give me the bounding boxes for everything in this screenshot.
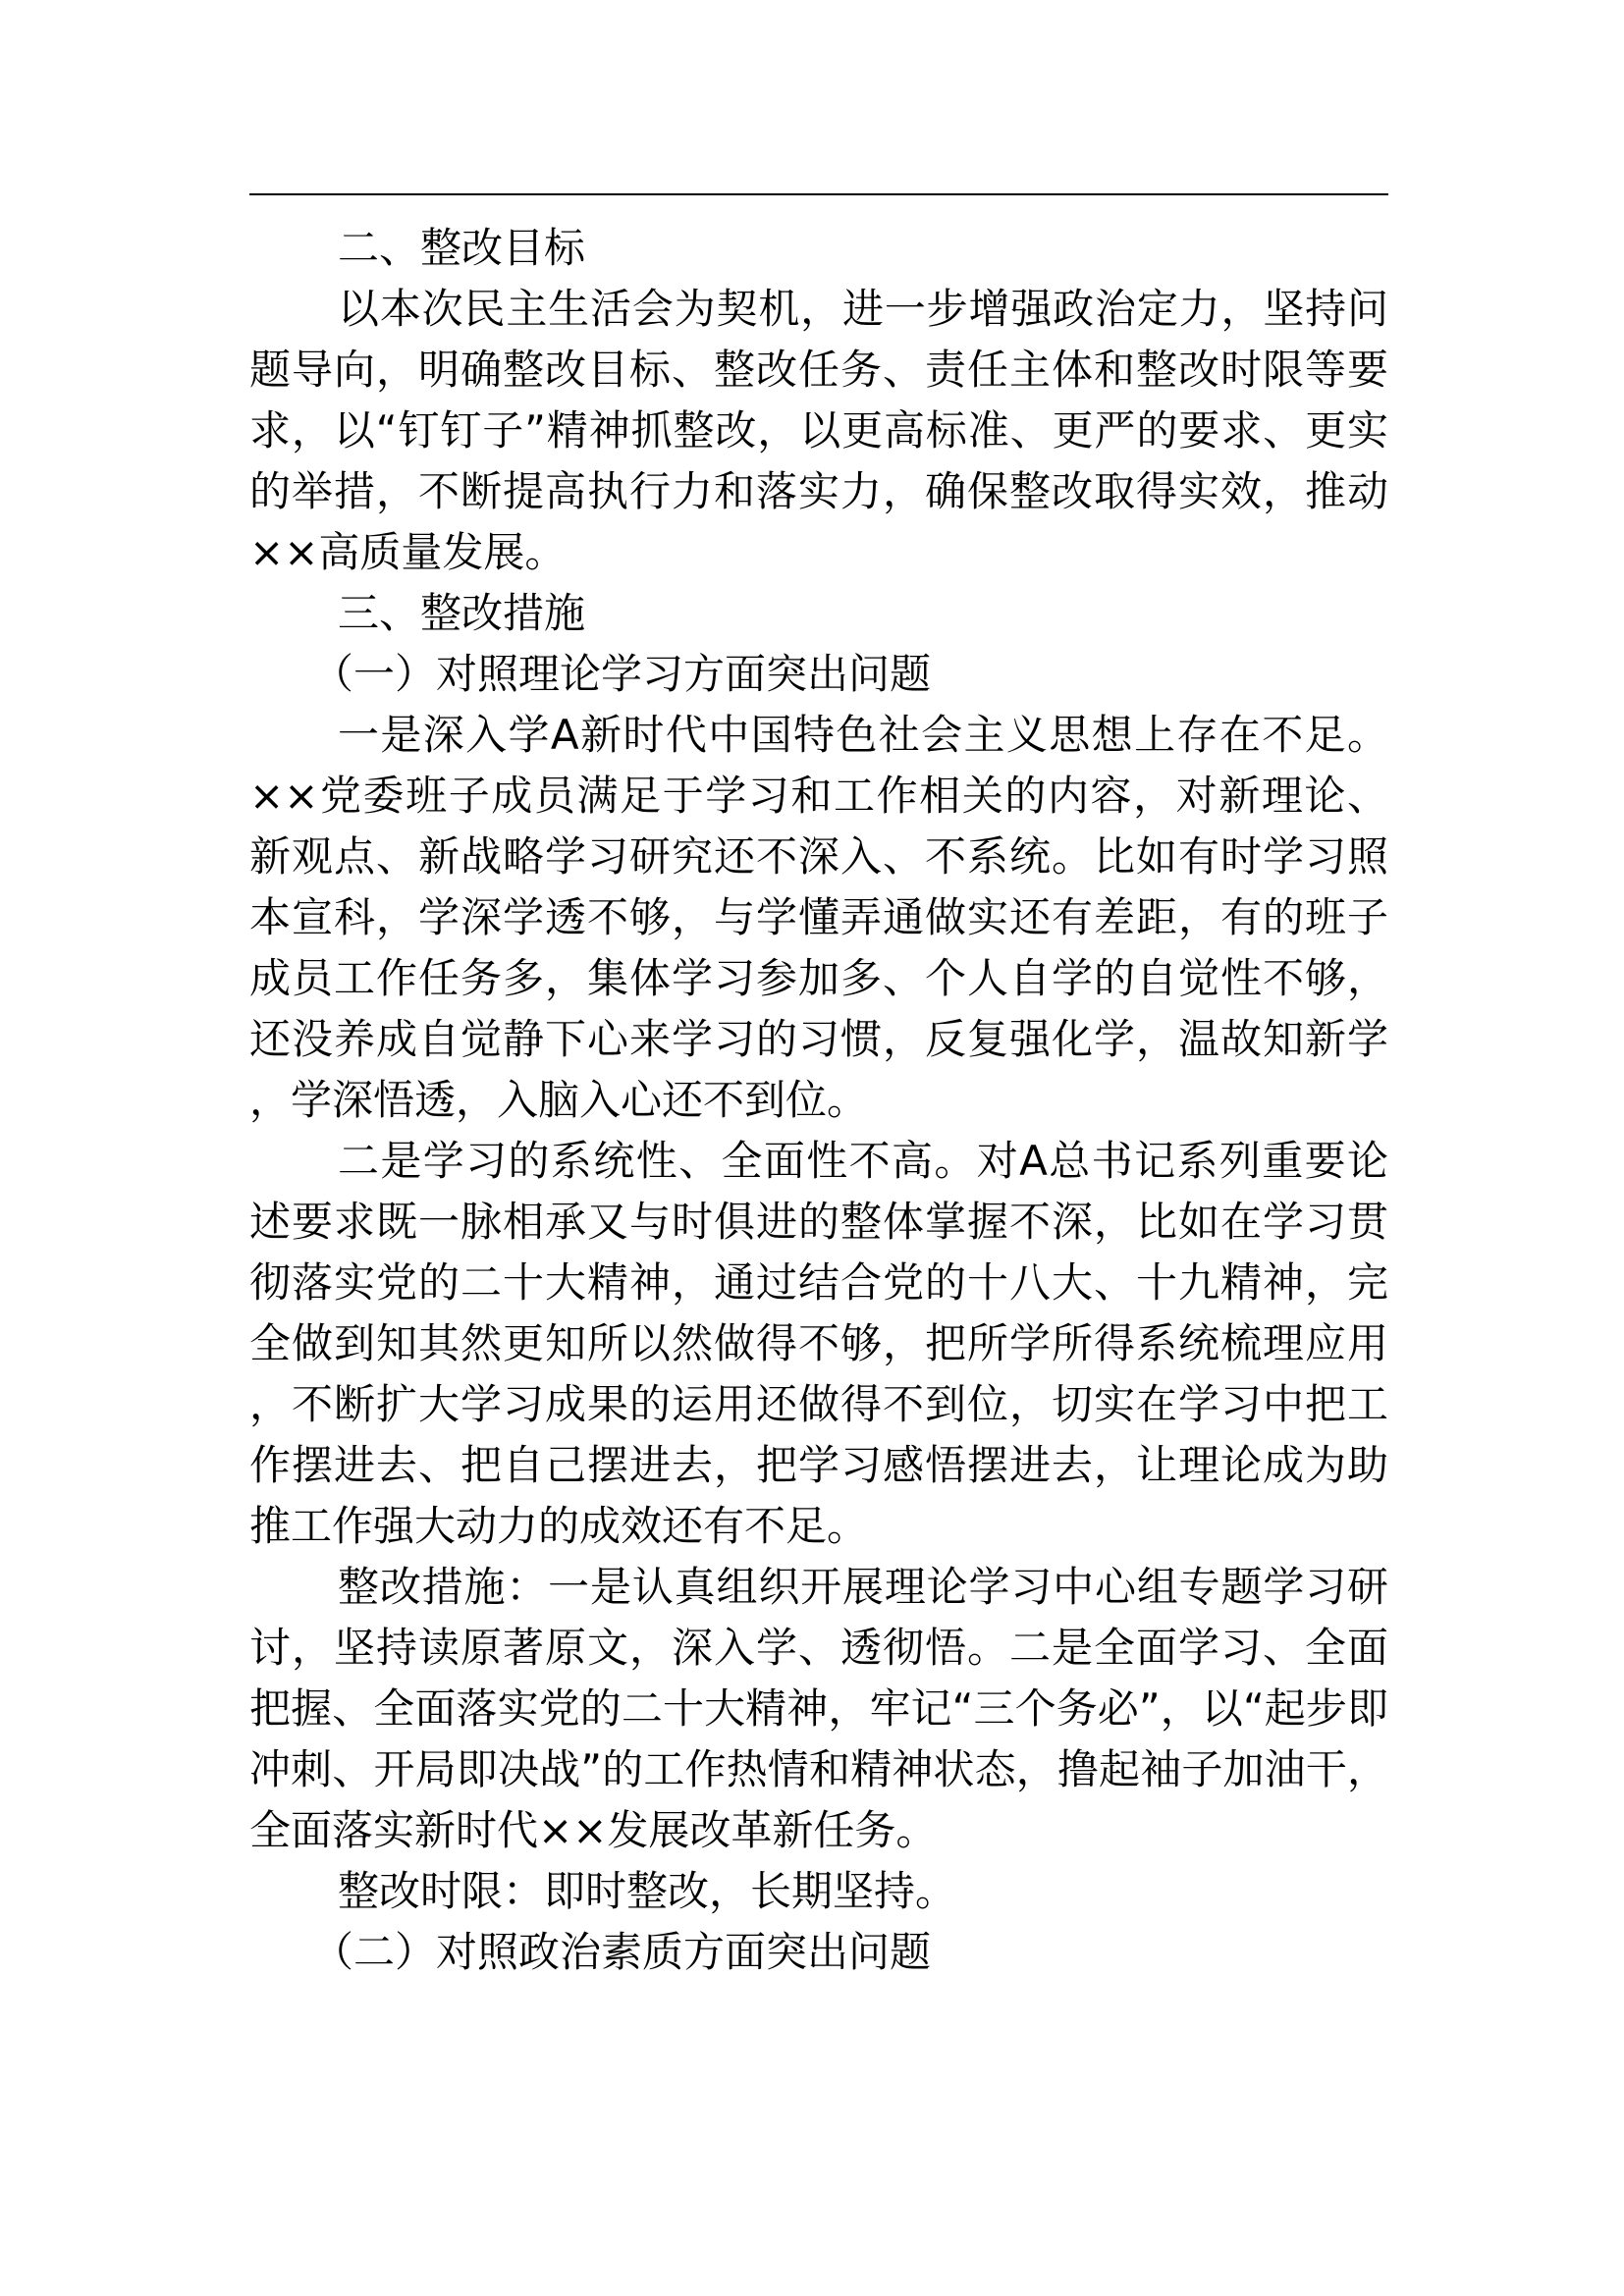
paragraph-deadline: 整改时限：即时整改，长期坚持。 (338, 1867, 957, 1915)
heading-rectification-goals: 二、整改目标 (338, 224, 586, 272)
paragraph-problem-two: 二是学习的系统性、全面性不高。对A总书记系列重要论述要求既一脉相承又与时俱进的整体掌握不深，比如在学习贯彻落实党的二十大精神，通过结合党的十八大、十九精神，完全做到知其然更知所以然做得不够，把所学所得系统梳理应用，不断扩大学习成果的运用还做得不到位，切实在学习中把工作摆进去、把自己摆进去，把学习感悟摆进去，让理论成为助推工作强大动力的成效还有不足。 (249, 1137, 1388, 1550)
paragraph-measures: 整改措施：一是认真组织开展理论学习中心组专题学习研讨，坚持读原著原文，深入学、透彻悟。二是全面学习、全面把握、全面落实党的二十大精神，牢记“三个务必”，以“起步即冲刺、开局即决战”的工作热情和精神状态，撸起袖子加油干，全面落实新时代××发展改革新任务。 (249, 1563, 1388, 1854)
subheading-political-quality: （二）对照政治素质方面突出问题 (312, 1928, 932, 1976)
document-body (249, 218, 1388, 1983)
subheading-theory-study: （一）对照理论学习方面突出问题 (312, 650, 932, 698)
header-rule (249, 193, 1388, 195)
paragraph-problem-one: 一是深入学A新时代中国特色社会主义思想上存在不足。××党委班子成员满足于学习和工作相关的内容，对新理论、新观点、新战略学习研究还不深入、不系统。比如有时学习照本宣科，学深学透不够，与学懂弄通做实还有差距，有的班子成员工作任务多，集体学习参加多、个人自学的自觉性不够，还没养成自觉静下心来学习的习惯，反复强化学，温故知新学，学深悟透，入脑入心还不到位。 (249, 711, 1388, 1124)
paragraph-goals-body: 以本次民主生活会为契机，进一步增强政治定力，坚持问题导向，明确整改目标、整改任务、责任主体和整改时限等要求，以“钉钉子”精神抓整改，以更高标准、更严的要求、更实的举措，不断提高执行力和落实力，确保整改取得实效，推动××高质量发展。 (249, 285, 1388, 576)
heading-rectification-measures: 三、整改措施 (338, 589, 586, 637)
